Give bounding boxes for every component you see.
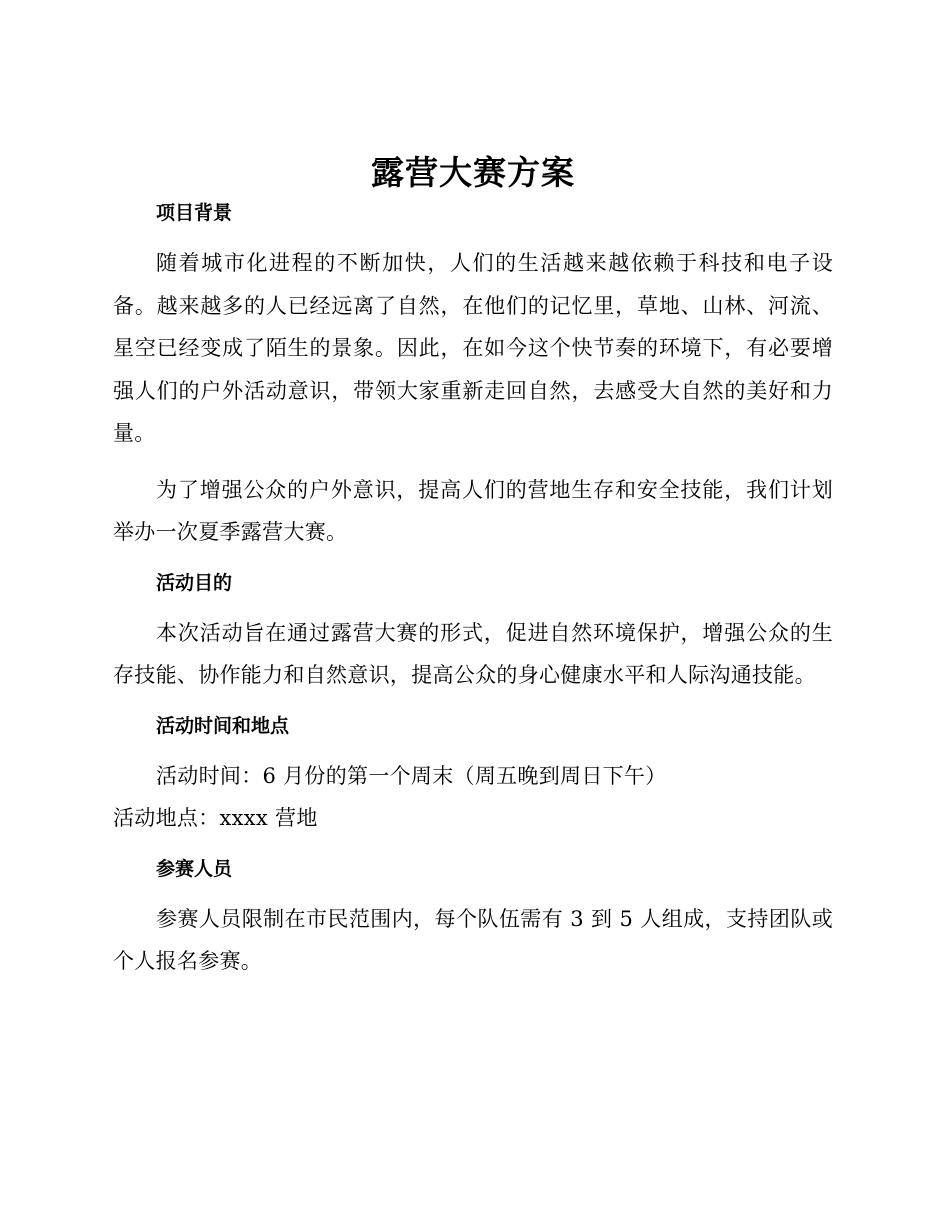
activity-time-line: 活动时间：6 月份的第一个周末（周五晚到周日下午） bbox=[156, 763, 667, 788]
paragraph: 参赛人员限制在市民范围内，每个队伍需有 3 到 5 人组成，支持团队或个人报名参赛。 bbox=[113, 906, 833, 973]
section-purpose bbox=[113, 568, 833, 697]
paragraph: 本次活动旨在通过露营大赛的形式，促进自然环境保护，增强公众的生存技能、协作能力和自然意识，提高公众的身心健康水平和人际沟通技能。 bbox=[113, 620, 833, 687]
section-heading: 活动时间和地点 bbox=[156, 714, 290, 737]
document-page bbox=[113, 150, 833, 997]
document-title: 露营大赛方案 bbox=[371, 153, 575, 192]
section-heading: 活动目的 bbox=[156, 571, 233, 594]
paragraph: 为了增强公众的户外意识，提高人们的营地生存和安全技能，我们计划举办一次夏季露营大赛。 bbox=[113, 477, 833, 544]
section-participants bbox=[113, 854, 833, 983]
section-heading: 项目背景 bbox=[156, 202, 233, 224]
section-time-place bbox=[113, 711, 833, 840]
section-heading: 参赛人员 bbox=[156, 857, 233, 880]
paragraph: 随着城市化进程的不断加快，人们的生活越来越依赖于科技和电子设备。越来越多的人已经远离了自然，在他们的记忆里，草地、山林、河流、星空已经变成了陌生的景象。因此，在如今这个快节奏的环境下，有必要增强人们的户外活动意识，带领大家重新走回自然，去感受大自然的美好和力量。 bbox=[113, 251, 833, 445]
section-background bbox=[113, 198, 833, 554]
activity-place-line: 活动地点：xxxx 营地 bbox=[113, 806, 318, 830]
